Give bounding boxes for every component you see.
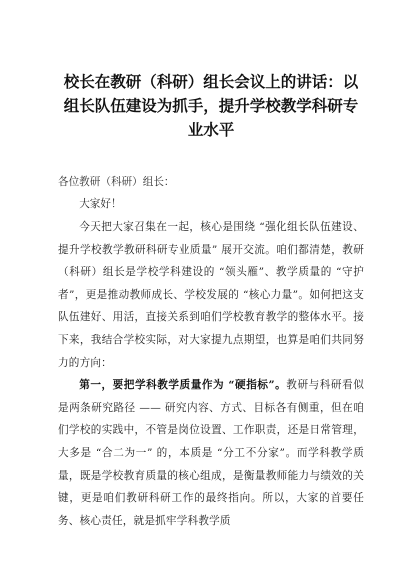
first-point-body: 教研与科研看似是两条研究路径 —— 研究内容、方式、目标各有侧重，但在咱们学校的实践中，不管是岗位设置、工作职责，还是日常管理，大多是 “合二为一” 的，本质是 “分工不分家”。而学科教学质量，既是学校教育质量的核心组成，是衡量教师能力与绩效的关键，更是咱们教研科研工作的最终指向。所以，大家的首要任务、核心责任，就是抓牢学科教学质: [58, 379, 364, 527]
salutation: 各位教研（科研）组长：: [58, 176, 175, 188]
paragraph-intro: 今天把大家召集在一起，核心是围绕 “强化组长队伍建设、提升学校教学教研科研专业质量” 展开交流。咱们都清楚，教研（科研）组长是学校学科建设的 “领头雁”、教学质量的 “守护者”，更是推动教师成长、学校发展的 “核心力量”。如何把这支队伍建好、用活，直接关系到咱们学校教育教学的整体水平。接下来，我结合学校实际，对大家提九点期望，也算是咱们共同努力的方向：: [58, 221, 364, 369]
paragraph-first-point: [58, 374, 364, 532]
greeting: 大家好！: [79, 198, 122, 210]
first-point-heading: 第一，要把学科教学质量作为 “硬指标”。: [79, 379, 287, 392]
document-title: 校长在教研（科研）组长会议上的讲话：以组长队伍建设为抓手，提升学校教学科研专业水平: [63, 73, 359, 139]
